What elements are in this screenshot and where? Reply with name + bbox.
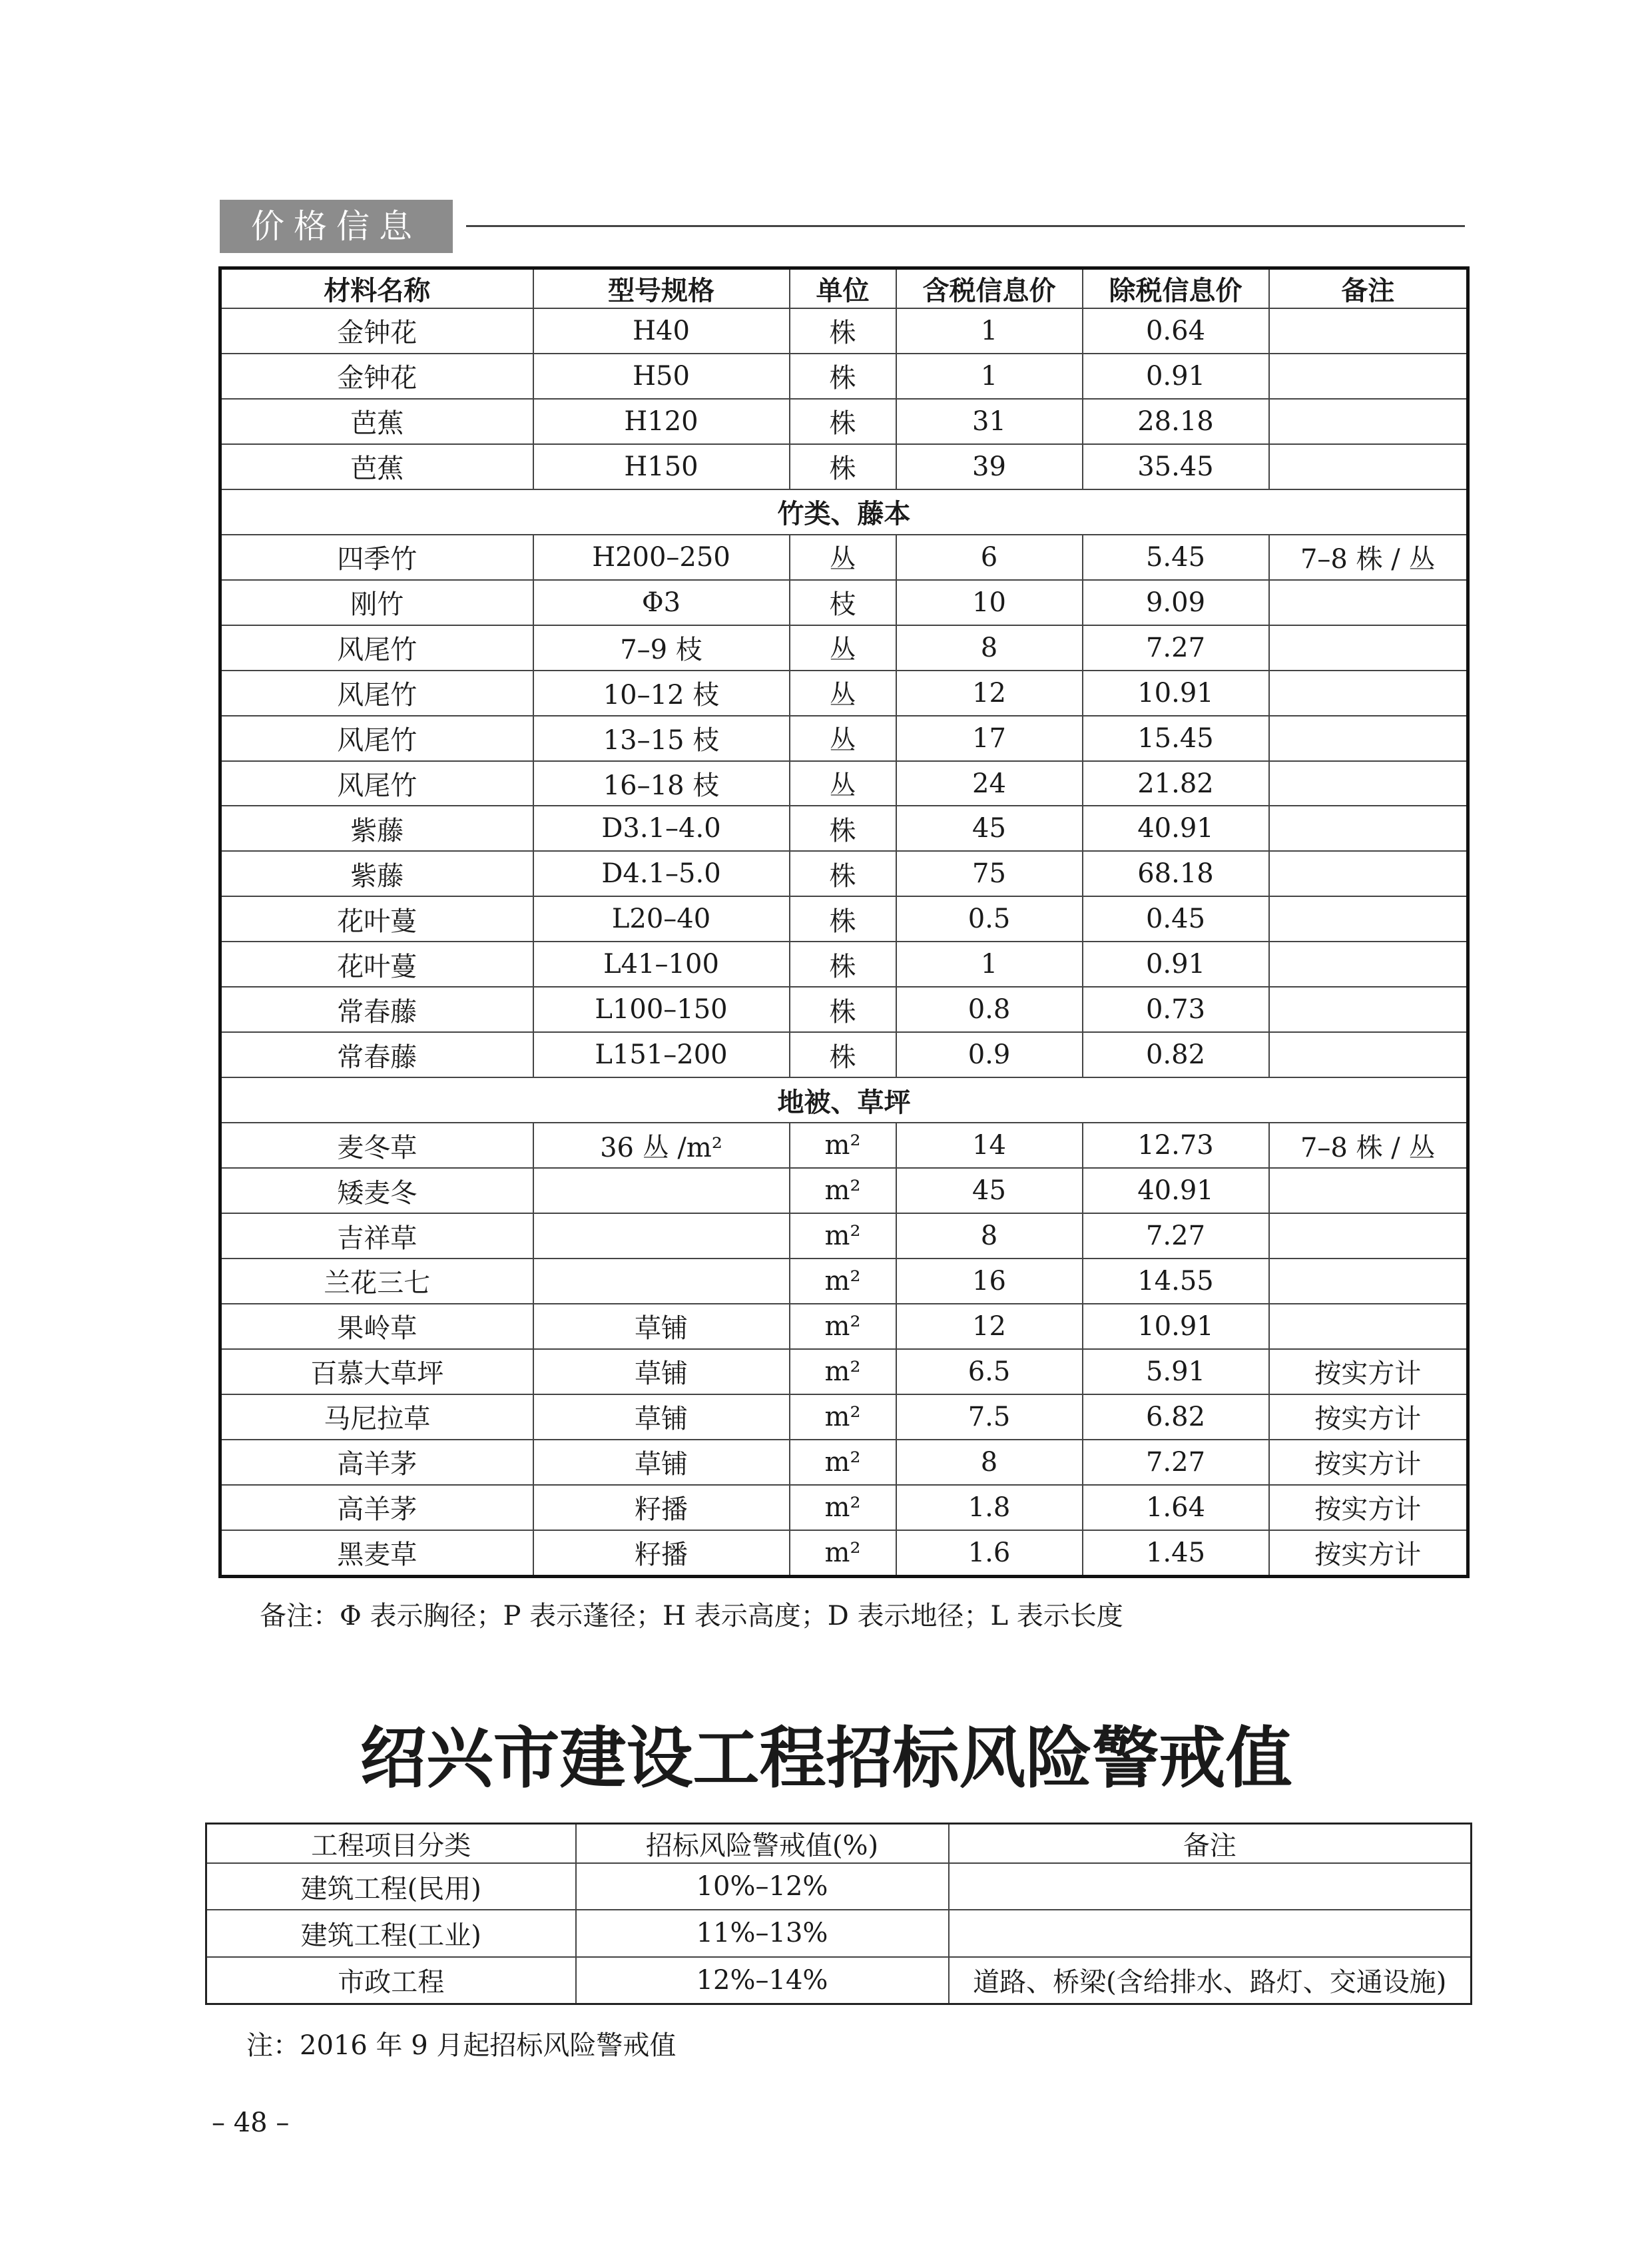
price-cell: 风尾竹 bbox=[220, 625, 533, 671]
price-cell bbox=[533, 1168, 790, 1213]
price-cell: m² bbox=[790, 1123, 896, 1168]
price-header-cell: 型号规格 bbox=[533, 268, 790, 309]
price-cell: 矮麦冬 bbox=[220, 1168, 533, 1213]
risk-header-cell: 工程项目分类 bbox=[206, 1824, 576, 1864]
price-table bbox=[218, 266, 1470, 1578]
price-note: 备注：Φ 表示胸径；P 表示蓬径；H 表示高度；D 表示地径；L 表示长度 bbox=[260, 1601, 1123, 1631]
price-cell bbox=[1269, 761, 1468, 806]
price-cell: 12 bbox=[896, 1304, 1083, 1349]
price-row bbox=[220, 987, 1468, 1032]
price-section-label: 地被、草坪 bbox=[220, 1077, 1468, 1123]
price-cell: m² bbox=[790, 1349, 896, 1394]
header-rule bbox=[466, 225, 1465, 227]
price-cell: 68.18 bbox=[1083, 851, 1269, 896]
price-cell: m² bbox=[790, 1259, 896, 1304]
price-cell bbox=[1269, 671, 1468, 716]
price-cell: 草铺 bbox=[533, 1394, 790, 1440]
price-cell: 8 bbox=[896, 1213, 1083, 1259]
price-cell bbox=[533, 1259, 790, 1304]
price-cell: 28.18 bbox=[1083, 399, 1269, 444]
price-cell: 按实方计 bbox=[1269, 1349, 1468, 1394]
price-cell: 籽播 bbox=[533, 1530, 790, 1577]
price-cell bbox=[1269, 987, 1468, 1032]
price-cell: 7.5 bbox=[896, 1394, 1083, 1440]
price-row bbox=[220, 444, 1468, 489]
price-row bbox=[220, 896, 1468, 942]
price-cell: 株 bbox=[790, 1032, 896, 1077]
price-cell: 0.64 bbox=[1083, 308, 1269, 354]
price-cell: 株 bbox=[790, 444, 896, 489]
price-cell: 0.45 bbox=[1083, 896, 1269, 942]
price-cell: 四季竹 bbox=[220, 535, 533, 580]
price-cell: 株 bbox=[790, 308, 896, 354]
price-cell: m² bbox=[790, 1213, 896, 1259]
price-cell bbox=[1269, 1304, 1468, 1349]
risk-row bbox=[206, 1910, 1472, 1956]
price-cell: 31 bbox=[896, 399, 1083, 444]
price-cell: 39 bbox=[896, 444, 1083, 489]
price-cell: 草铺 bbox=[533, 1440, 790, 1485]
risk-cell: 11%–13% bbox=[576, 1910, 949, 1956]
risk-note: 注：2016 年 9 月起招标风险警戒值 bbox=[246, 2030, 677, 2061]
price-cell: 丛 bbox=[790, 625, 896, 671]
risk-cell bbox=[949, 1910, 1472, 1956]
risk-header-cell: 备注 bbox=[949, 1824, 1472, 1864]
price-cell: 0.9 bbox=[896, 1032, 1083, 1077]
risk-cell: 12%–14% bbox=[576, 1957, 949, 2004]
price-section-row bbox=[220, 1077, 1468, 1123]
section-header bbox=[220, 200, 1465, 253]
price-cell: 12 bbox=[896, 671, 1083, 716]
price-row bbox=[220, 1168, 1468, 1213]
price-cell: 株 bbox=[790, 987, 896, 1032]
price-cell: 株 bbox=[790, 896, 896, 942]
price-row bbox=[220, 761, 1468, 806]
price-cell: H50 bbox=[533, 354, 790, 399]
price-cell: 黑麦草 bbox=[220, 1530, 533, 1577]
price-cell: 草铺 bbox=[533, 1304, 790, 1349]
price-cell: 14.55 bbox=[1083, 1259, 1269, 1304]
price-cell: 15.45 bbox=[1083, 716, 1269, 761]
price-cell: 21.82 bbox=[1083, 761, 1269, 806]
price-row bbox=[220, 806, 1468, 851]
section-label: 价格信息 bbox=[220, 200, 453, 253]
price-cell: 45 bbox=[896, 806, 1083, 851]
price-cell: 8 bbox=[896, 625, 1083, 671]
price-cell: 36 丛 /m² bbox=[533, 1123, 790, 1168]
price-row bbox=[220, 942, 1468, 987]
price-header-cell: 单位 bbox=[790, 268, 896, 309]
price-cell bbox=[1269, 308, 1468, 354]
price-cell: 7.27 bbox=[1083, 1440, 1269, 1485]
price-cell: L41–100 bbox=[533, 942, 790, 987]
price-cell: 风尾竹 bbox=[220, 671, 533, 716]
price-cell: 按实方计 bbox=[1269, 1485, 1468, 1530]
price-row bbox=[220, 1304, 1468, 1349]
price-cell: 9.09 bbox=[1083, 580, 1269, 625]
price-row bbox=[220, 1349, 1468, 1394]
price-cell: m² bbox=[790, 1168, 896, 1213]
page-number: – 48 – bbox=[212, 2108, 290, 2138]
price-cell: 35.45 bbox=[1083, 444, 1269, 489]
price-row bbox=[220, 399, 1468, 444]
price-cell: 马尼拉草 bbox=[220, 1394, 533, 1440]
price-cell: 0.82 bbox=[1083, 1032, 1269, 1077]
price-cell: 45 bbox=[896, 1168, 1083, 1213]
price-cell: D4.1–5.0 bbox=[533, 851, 790, 896]
price-header-cell: 含税信息价 bbox=[896, 268, 1083, 309]
price-row bbox=[220, 1440, 1468, 1485]
price-cell: m² bbox=[790, 1485, 896, 1530]
price-cell: 丛 bbox=[790, 535, 896, 580]
price-cell: 16–18 枝 bbox=[533, 761, 790, 806]
price-cell: 丛 bbox=[790, 671, 896, 716]
price-cell: L151–200 bbox=[533, 1032, 790, 1077]
price-cell: 0.91 bbox=[1083, 942, 1269, 987]
price-row bbox=[220, 1394, 1468, 1440]
price-cell: 5.45 bbox=[1083, 535, 1269, 580]
price-cell: 株 bbox=[790, 851, 896, 896]
price-cell: 1 bbox=[896, 354, 1083, 399]
price-cell: 7–9 枝 bbox=[533, 625, 790, 671]
price-cell: L20–40 bbox=[533, 896, 790, 942]
price-cell: 按实方计 bbox=[1269, 1530, 1468, 1577]
price-cell: 17 bbox=[896, 716, 1083, 761]
price-row bbox=[220, 1032, 1468, 1077]
price-cell: 40.91 bbox=[1083, 1168, 1269, 1213]
risk-cell bbox=[949, 1863, 1472, 1910]
price-cell: 10.91 bbox=[1083, 671, 1269, 716]
price-cell bbox=[1269, 851, 1468, 896]
price-row bbox=[220, 1213, 1468, 1259]
price-cell: 常春藤 bbox=[220, 987, 533, 1032]
price-section-row bbox=[220, 489, 1468, 535]
risk-cell: 道路、桥梁(含给排水、路灯、交通设施) bbox=[949, 1957, 1472, 2004]
price-cell: H150 bbox=[533, 444, 790, 489]
price-cell: 兰花三七 bbox=[220, 1259, 533, 1304]
price-cell bbox=[1269, 1168, 1468, 1213]
price-cell: 刚竹 bbox=[220, 580, 533, 625]
price-cell: 1.6 bbox=[896, 1530, 1083, 1577]
price-cell: 0.91 bbox=[1083, 354, 1269, 399]
price-row bbox=[220, 716, 1468, 761]
price-cell: 10 bbox=[896, 580, 1083, 625]
price-cell: 风尾竹 bbox=[220, 716, 533, 761]
price-cell: 丛 bbox=[790, 761, 896, 806]
price-row bbox=[220, 671, 1468, 716]
price-row bbox=[220, 535, 1468, 580]
price-cell: 1.8 bbox=[896, 1485, 1083, 1530]
price-cell: 株 bbox=[790, 942, 896, 987]
price-row bbox=[220, 625, 1468, 671]
price-row bbox=[220, 308, 1468, 354]
price-cell: 高羊茅 bbox=[220, 1485, 533, 1530]
price-cell: L100–150 bbox=[533, 987, 790, 1032]
price-cell: 10.91 bbox=[1083, 1304, 1269, 1349]
price-cell: 0.8 bbox=[896, 987, 1083, 1032]
price-cell: 7.27 bbox=[1083, 1213, 1269, 1259]
price-cell: m² bbox=[790, 1304, 896, 1349]
price-cell bbox=[1269, 444, 1468, 489]
price-cell: 丛 bbox=[790, 716, 896, 761]
price-section-label: 竹类、藤本 bbox=[220, 489, 1468, 535]
price-cell: 株 bbox=[790, 399, 896, 444]
price-cell: H40 bbox=[533, 308, 790, 354]
price-cell: 24 bbox=[896, 761, 1083, 806]
price-cell bbox=[1269, 716, 1468, 761]
price-row bbox=[220, 1530, 1468, 1577]
price-cell: 麦冬草 bbox=[220, 1123, 533, 1168]
risk-table bbox=[205, 1823, 1472, 2005]
price-cell: 按实方计 bbox=[1269, 1440, 1468, 1485]
price-cell: 株 bbox=[790, 354, 896, 399]
price-cell bbox=[1269, 580, 1468, 625]
price-cell: 1 bbox=[896, 942, 1083, 987]
price-cell: H120 bbox=[533, 399, 790, 444]
price-cell: 按实方计 bbox=[1269, 1394, 1468, 1440]
price-header-cell: 材料名称 bbox=[220, 268, 533, 309]
price-cell: 13–15 枝 bbox=[533, 716, 790, 761]
price-cell: 金钟花 bbox=[220, 354, 533, 399]
price-cell bbox=[1269, 1213, 1468, 1259]
price-cell: 7–8 株 / 丛 bbox=[1269, 535, 1468, 580]
price-cell: 10–12 枝 bbox=[533, 671, 790, 716]
price-cell: 6 bbox=[896, 535, 1083, 580]
price-cell: 芭蕉 bbox=[220, 399, 533, 444]
price-cell bbox=[1269, 399, 1468, 444]
price-cell bbox=[1269, 896, 1468, 942]
price-cell bbox=[533, 1213, 790, 1259]
price-cell: D3.1–4.0 bbox=[533, 806, 790, 851]
price-cell: 芭蕉 bbox=[220, 444, 533, 489]
price-cell: 6.5 bbox=[896, 1349, 1083, 1394]
price-cell bbox=[1269, 354, 1468, 399]
price-cell: 风尾竹 bbox=[220, 761, 533, 806]
price-cell: m² bbox=[790, 1530, 896, 1577]
price-cell: 8 bbox=[896, 1440, 1083, 1485]
price-cell: 枝 bbox=[790, 580, 896, 625]
price-cell: 0.5 bbox=[896, 896, 1083, 942]
price-row bbox=[220, 1259, 1468, 1304]
risk-row bbox=[206, 1863, 1472, 1910]
risk-cell: 建筑工程(工业) bbox=[206, 1910, 576, 1956]
price-cell: 14 bbox=[896, 1123, 1083, 1168]
price-cell: 高羊茅 bbox=[220, 1440, 533, 1485]
price-cell: 紫藤 bbox=[220, 851, 533, 896]
risk-title: 绍兴市建设工程招标风险警戒值 bbox=[360, 1719, 1292, 1797]
price-cell: 6.82 bbox=[1083, 1394, 1269, 1440]
price-cell: 花叶蔓 bbox=[220, 942, 533, 987]
price-cell: 株 bbox=[790, 806, 896, 851]
price-cell: 75 bbox=[896, 851, 1083, 896]
price-cell: H200–250 bbox=[533, 535, 790, 580]
price-cell: 花叶蔓 bbox=[220, 896, 533, 942]
risk-header-cell: 招标风险警戒值(%) bbox=[576, 1824, 949, 1864]
price-header-cell: 备注 bbox=[1269, 268, 1468, 309]
price-cell: 草铺 bbox=[533, 1349, 790, 1394]
price-cell: 0.73 bbox=[1083, 987, 1269, 1032]
price-cell: 5.91 bbox=[1083, 1349, 1269, 1394]
price-cell bbox=[1269, 806, 1468, 851]
price-cell: 百慕大草坪 bbox=[220, 1349, 533, 1394]
risk-cell: 10%–12% bbox=[576, 1863, 949, 1910]
price-cell bbox=[1269, 942, 1468, 987]
price-cell: 1 bbox=[896, 308, 1083, 354]
price-cell: 7–8 株 / 丛 bbox=[1269, 1123, 1468, 1168]
price-cell bbox=[1269, 1259, 1468, 1304]
risk-row bbox=[206, 1957, 1472, 2004]
price-cell: 1.64 bbox=[1083, 1485, 1269, 1530]
price-cell: 果岭草 bbox=[220, 1304, 533, 1349]
price-cell: Φ3 bbox=[533, 580, 790, 625]
price-row bbox=[220, 851, 1468, 896]
price-row bbox=[220, 354, 1468, 399]
price-row bbox=[220, 1123, 1468, 1168]
price-table-header bbox=[220, 268, 1468, 309]
price-cell: m² bbox=[790, 1394, 896, 1440]
price-cell: 籽播 bbox=[533, 1485, 790, 1530]
price-cell: 12.73 bbox=[1083, 1123, 1269, 1168]
price-cell: m² bbox=[790, 1440, 896, 1485]
price-row bbox=[220, 580, 1468, 625]
risk-cell: 市政工程 bbox=[206, 1957, 576, 2004]
price-cell: 常春藤 bbox=[220, 1032, 533, 1077]
price-cell: 16 bbox=[896, 1259, 1083, 1304]
price-cell: 紫藤 bbox=[220, 806, 533, 851]
price-cell bbox=[1269, 625, 1468, 671]
price-cell: 吉祥草 bbox=[220, 1213, 533, 1259]
price-cell: 1.45 bbox=[1083, 1530, 1269, 1577]
risk-cell: 建筑工程(民用) bbox=[206, 1863, 576, 1910]
price-row bbox=[220, 1485, 1468, 1530]
risk-table-header bbox=[206, 1824, 1472, 1864]
price-cell bbox=[1269, 1032, 1468, 1077]
price-cell: 7.27 bbox=[1083, 625, 1269, 671]
price-cell: 金钟花 bbox=[220, 308, 533, 354]
price-cell: 40.91 bbox=[1083, 806, 1269, 851]
price-header-cell: 除税信息价 bbox=[1083, 268, 1269, 309]
